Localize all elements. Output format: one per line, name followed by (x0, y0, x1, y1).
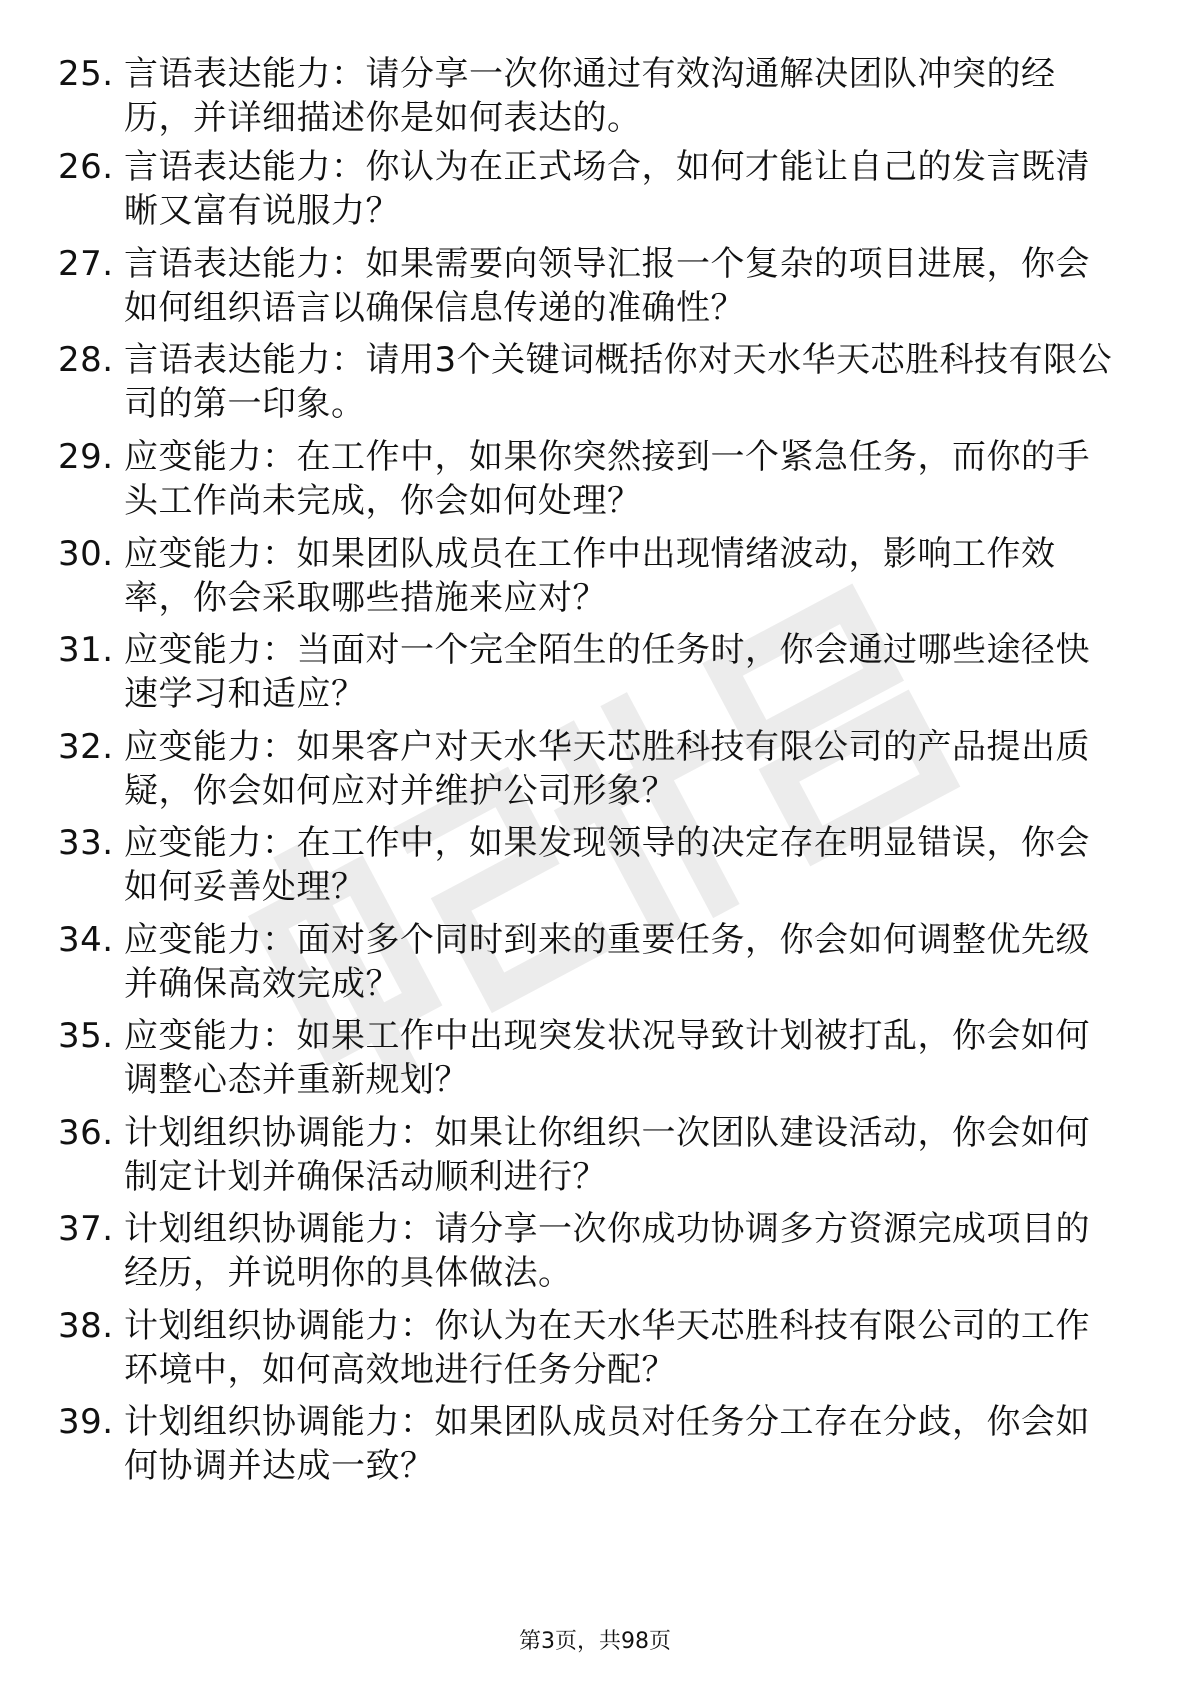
question-text: 应变能力：当面对一个完全陌生的任务时，你会通过哪些途径快速学习和适应？ (124, 630, 1090, 714)
question-text: 言语表达能力：请分享一次你通过有效沟通解决团队冲突的经历，并详细描述你是如何表达的。 (124, 54, 1056, 138)
question-text: 计划组织协调能力：如果让你组织一次团队建设活动，你会如何制定计划并确保活动顺利进行？ (124, 1113, 1090, 1197)
question-text: 计划组织协调能力：你认为在天水华天芯胜科技有限公司的工作环境中，如何高效地进行任务分配？ (124, 1306, 1090, 1390)
question-item (58, 1014, 1138, 1102)
question-number: 29. (58, 437, 114, 477)
question-item (58, 918, 1138, 1006)
question-item (58, 821, 1138, 909)
question-item (58, 532, 1138, 620)
question-number: 26. (58, 147, 114, 187)
page-number-footer: 第3页，共98页 (519, 1629, 671, 1654)
question-text: 计划组织协调能力：如果团队成员对任务分工存在分歧，你会如何协调并达成一致？ (124, 1402, 1090, 1486)
question-text: 言语表达能力：你认为在正式场合，如何才能让自己的发言既清晰又富有说服力？ (124, 147, 1090, 231)
question-item (58, 628, 1138, 716)
question-number: 33. (58, 823, 114, 863)
question-number: 28. (58, 340, 114, 380)
question-item (58, 145, 1138, 233)
question-number: 37. (58, 1209, 114, 1249)
question-item (58, 52, 1138, 140)
question-number: 38. (58, 1306, 114, 1346)
question-item (58, 1207, 1138, 1295)
question-item (58, 242, 1138, 330)
question-item (58, 725, 1138, 813)
question-item (58, 338, 1138, 426)
question-item (58, 1400, 1138, 1488)
question-text: 应变能力：在工作中，如果你突然接到一个紧急任务，而你的手头工作尚未完成，你会如何处理？ (124, 437, 1090, 521)
question-text: 应变能力：面对多个同时到来的重要任务，你会如何调整优先级并确保高效完成？ (124, 920, 1090, 1004)
question-number: 31. (58, 630, 114, 670)
question-item (58, 1304, 1138, 1392)
question-text: 应变能力：在工作中，如果发现领导的决定存在明显错误，你会如何妥善处理？ (124, 823, 1090, 907)
question-text: 应变能力：如果客户对天水华天芯胜科技有限公司的产品提出质疑，你会如何应对并维护公司形象？ (124, 727, 1090, 811)
question-number: 25. (58, 54, 114, 94)
question-item (58, 435, 1138, 523)
question-text: 应变能力：如果工作中出现突发状况导致计划被打乱，你会如何调整心态并重新规划？ (124, 1016, 1090, 1100)
question-text: 计划组织协调能力：请分享一次你成功协调多方资源完成项目的经历，并说明你的具体做法。 (124, 1209, 1090, 1293)
question-number: 32. (58, 727, 114, 767)
question-number: 30. (58, 534, 114, 574)
question-text: 言语表达能力：请用3个关键词概括你对天水华天芯胜科技有限公司的第一印象。 (124, 340, 1113, 424)
question-text: 应变能力：如果团队成员在工作中出现情绪波动，影响工作效率，你会采取哪些措施来应对？ (124, 534, 1056, 618)
question-number: 39. (58, 1402, 114, 1442)
question-number: 27. (58, 244, 114, 284)
question-number: 35. (58, 1016, 114, 1056)
question-text: 言语表达能力：如果需要向领导汇报一个复杂的项目进展，你会如何组织语言以确保信息传递的准确性？ (124, 244, 1090, 328)
question-number: 34. (58, 920, 114, 960)
question-item (58, 1111, 1138, 1199)
question-number: 36. (58, 1113, 114, 1153)
